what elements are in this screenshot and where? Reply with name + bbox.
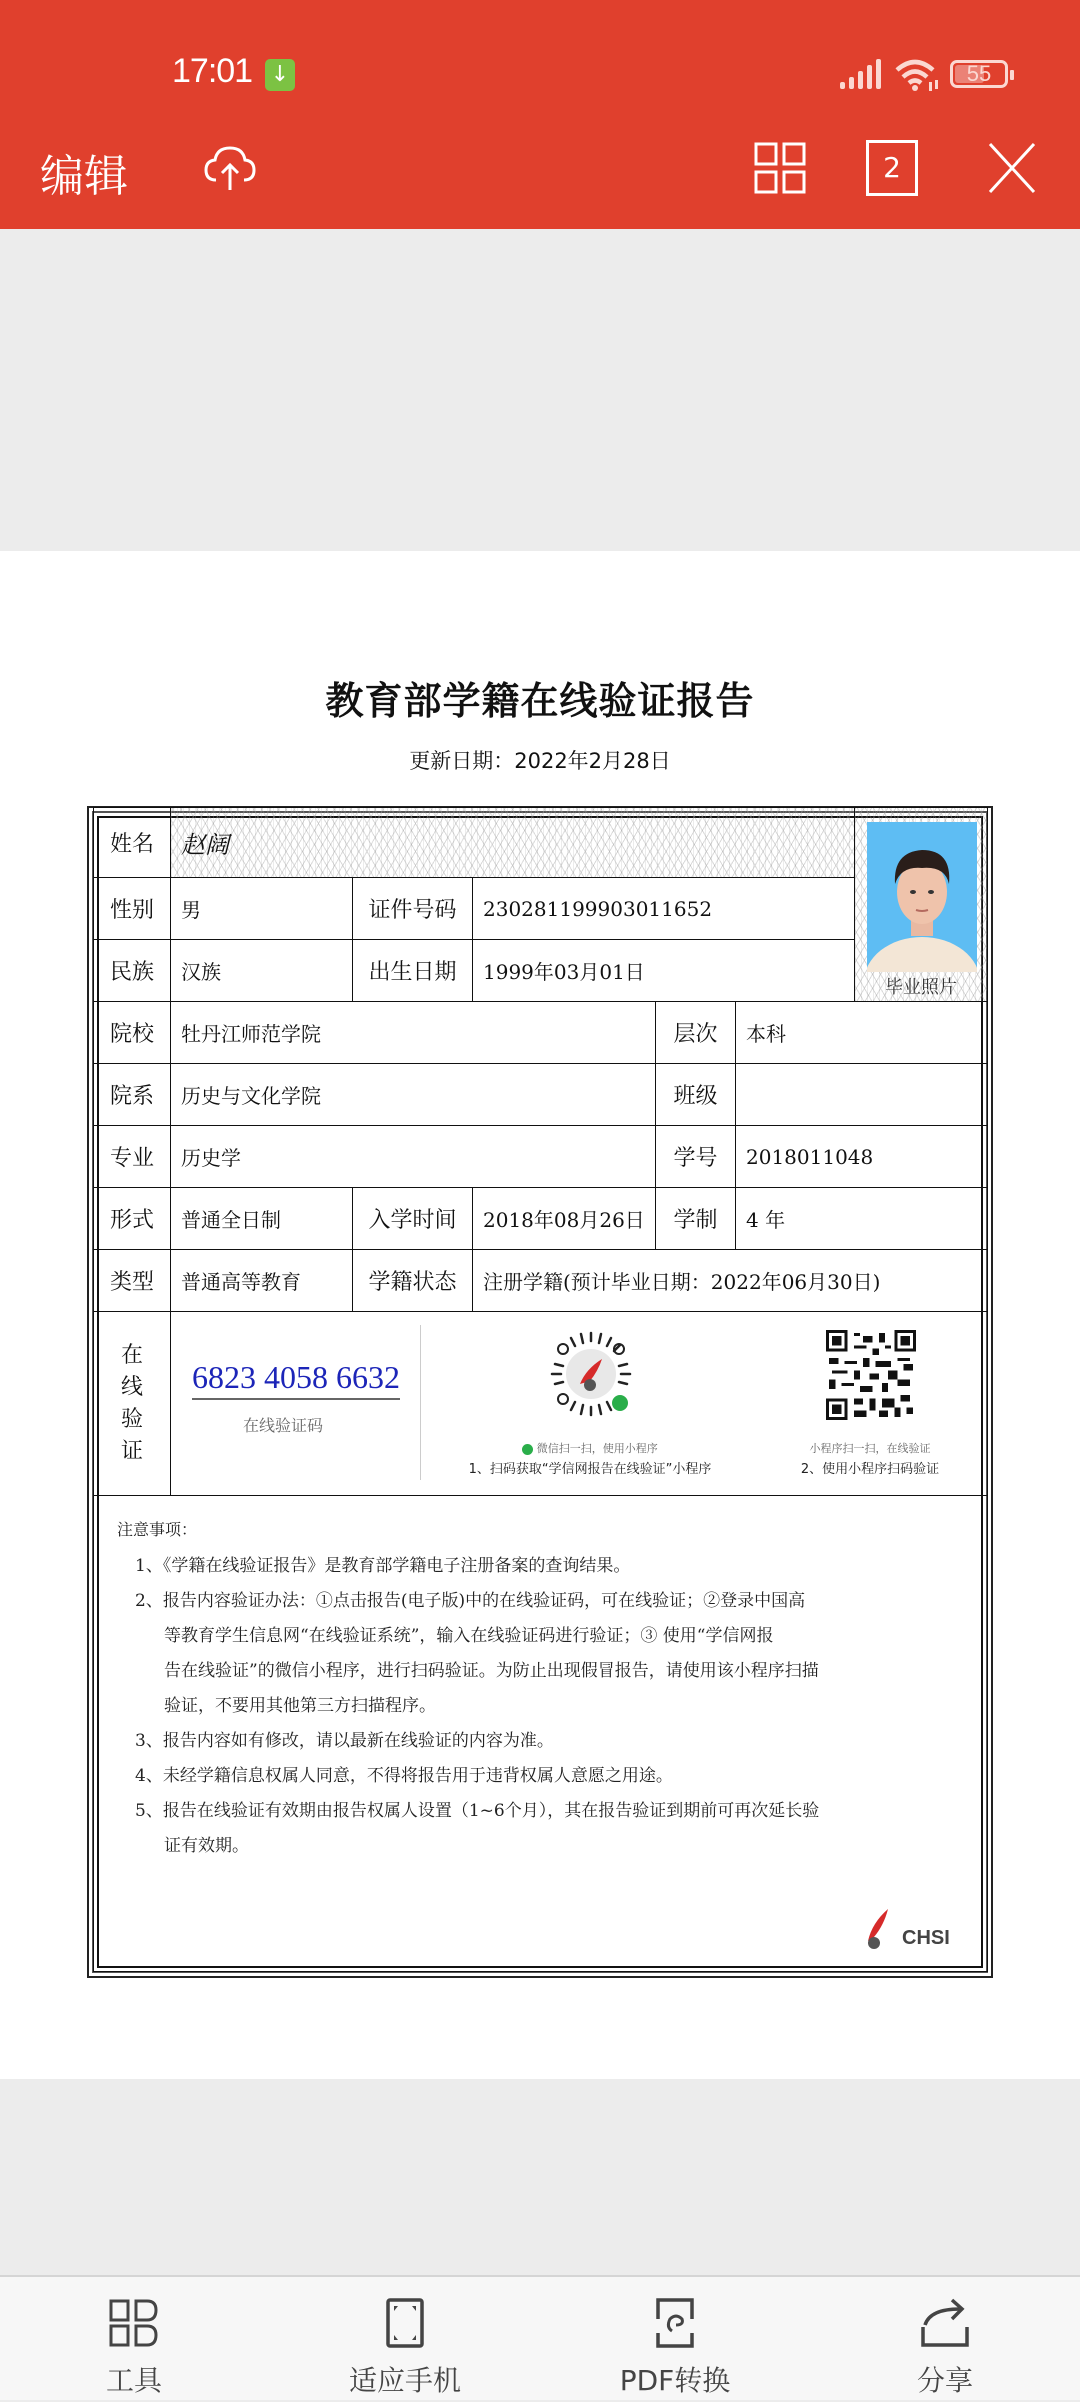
note-line: 等教育学生信息网“在线验证系统”，输入在线验证码进行验证；③ 使用“学信网报 bbox=[164, 1626, 774, 1646]
mini-program-code[interactable] bbox=[546, 1329, 636, 1419]
student-number-value: 2018011048 bbox=[735, 1125, 988, 1188]
download-badge-icon: ↓ bbox=[265, 59, 295, 91]
school-value: 牡丹江师范学院 bbox=[170, 1001, 656, 1064]
share-button[interactable] bbox=[845, 2277, 1045, 2402]
status-time: 17:01 bbox=[172, 52, 253, 90]
ethnicity-label: 民族 bbox=[93, 939, 171, 1002]
class-label: 班级 bbox=[655, 1063, 736, 1126]
notes-heading: 注意事项： bbox=[117, 1520, 198, 1539]
fit-screen-icon bbox=[380, 2297, 430, 2349]
major-value: 历史学 bbox=[170, 1125, 656, 1188]
duration-label: 学制 bbox=[655, 1187, 736, 1250]
page-number-button[interactable] bbox=[866, 140, 918, 196]
birth-date-label: 出生日期 bbox=[352, 939, 473, 1002]
gender-label: 性别 bbox=[93, 877, 171, 940]
note-line: 告在线验证”的微信小程序，进行扫码验证。为防止出现假冒报告，请使用该小程序扫描 bbox=[164, 1661, 819, 1681]
battery-icon bbox=[950, 60, 1008, 88]
verification-label-char: 证 bbox=[120, 1438, 143, 1464]
duration-value: 4 年 bbox=[735, 1187, 988, 1250]
close-icon[interactable] bbox=[982, 138, 1042, 198]
ethnicity-value: 汉族 bbox=[170, 939, 353, 1002]
verification-label-char: 线 bbox=[120, 1374, 143, 1400]
name-value: 赵阔 bbox=[170, 807, 855, 878]
note-line: 证有效期。 bbox=[164, 1836, 249, 1856]
notes-section bbox=[117, 1517, 977, 1856]
verification-divider bbox=[420, 1325, 421, 1480]
department-label: 院系 bbox=[93, 1063, 171, 1126]
share-label: 分享 bbox=[916, 2364, 973, 2397]
top-toolbar bbox=[0, 110, 1080, 229]
note-line: 4、未经学籍信息权属人同意，不得将报告用于违背权属人意愿之用途。 bbox=[135, 1766, 673, 1786]
signal-icon bbox=[838, 58, 882, 90]
id-number-label: 证件号码 bbox=[352, 877, 473, 940]
page-count: 2 bbox=[883, 151, 901, 184]
pdf-convert-icon bbox=[650, 2297, 700, 2349]
pdf-convert-label: PDF转换 bbox=[619, 2364, 731, 2397]
study-form-value: 普通全日制 bbox=[170, 1187, 353, 1250]
tools-label: 工具 bbox=[105, 2364, 162, 2397]
education-type-value: 普通高等教育 bbox=[170, 1249, 353, 1312]
note-line: 5、报告在线验证有效期由报告权属人设置（1~6个月），其在报告验证到期前可再次延长验 bbox=[135, 1801, 820, 1821]
level-value: 本科 bbox=[735, 1001, 988, 1064]
verification-label-char: 在 bbox=[120, 1342, 143, 1368]
note-line: 1、《学籍在线验证报告》是教育部学籍电子注册备案的查询结果。 bbox=[135, 1556, 631, 1576]
verification-code-link[interactable]: 6823 4058 6632 bbox=[192, 1359, 400, 1400]
chsi-logo-text: CHSI bbox=[902, 1927, 950, 1949]
study-form-label: 形式 bbox=[93, 1187, 171, 1250]
step2-caption: 2、使用小程序扫码验证 bbox=[800, 1462, 940, 1477]
note-line: 2、报告内容验证办法：①点击报告(电子版)中的在线验证码，可在线验证；②登录中国高 bbox=[135, 1591, 806, 1611]
share-icon bbox=[920, 2297, 970, 2349]
document-page bbox=[0, 551, 1080, 2079]
edit-button[interactable]: 编辑 bbox=[40, 151, 128, 202]
tools-button[interactable] bbox=[34, 2277, 234, 2402]
viewer-background-bottom bbox=[0, 2079, 1080, 2275]
gender-value: 男 bbox=[170, 877, 353, 940]
birth-date-value: 1999年03月01日 bbox=[472, 939, 855, 1002]
mini-program-icon bbox=[522, 1444, 533, 1455]
pdf-convert-button[interactable] bbox=[575, 2277, 775, 2402]
id-number-value: 230281199903011652 bbox=[472, 877, 855, 940]
department-value: 历史与文化学院 bbox=[170, 1063, 656, 1126]
qr-code[interactable] bbox=[826, 1330, 916, 1420]
wechat-scan-hint: 微信扫一扫，使用小程序 bbox=[480, 1440, 700, 1456]
tools-icon bbox=[109, 2297, 159, 2349]
graduation-photo-box bbox=[854, 807, 988, 1002]
note-line: 3、报告内容如有修改，请以最新在线验证的内容为准。 bbox=[135, 1731, 554, 1751]
fit-screen-button[interactable] bbox=[305, 2277, 505, 2402]
level-label: 层次 bbox=[655, 1001, 736, 1064]
school-label: 院校 bbox=[93, 1001, 171, 1064]
enrollment-date-label: 入学时间 bbox=[352, 1187, 473, 1250]
student-number-label: 学号 bbox=[655, 1125, 736, 1188]
scan-hint: 小程序扫一扫，在线验证 bbox=[809, 1442, 931, 1455]
wifi-icon bbox=[893, 58, 941, 92]
note-line: 验证，不要用其他第三方扫描程序。 bbox=[164, 1696, 436, 1716]
fit-screen-label: 适应手机 bbox=[348, 2364, 461, 2397]
grid-view-icon[interactable] bbox=[750, 138, 810, 198]
online-verification-label bbox=[93, 1311, 171, 1496]
photo-label: 毕业照片 bbox=[885, 977, 957, 998]
enrollment-status-label: 学籍状态 bbox=[352, 1249, 473, 1312]
enrollment-date-value: 2018年08月26日 bbox=[472, 1187, 656, 1250]
cloud-upload-icon[interactable] bbox=[200, 138, 260, 198]
major-label: 专业 bbox=[93, 1125, 171, 1188]
enrollment-status-value: 注册学籍(预计毕业日期：2022年06月30日) bbox=[472, 1249, 988, 1312]
chsi-logo bbox=[864, 1905, 954, 1955]
battery-level: 55 bbox=[966, 61, 992, 86]
chsi-bird-icon bbox=[864, 1905, 894, 1953]
bottom-toolbar bbox=[0, 2275, 1080, 2400]
student-photo bbox=[867, 822, 977, 972]
verification-code-caption: 在线验证码 bbox=[243, 1416, 324, 1435]
status-bar bbox=[0, 0, 1080, 110]
update-date: 更新日期：2022年2月28日 bbox=[409, 749, 671, 773]
education-type-label: 类型 bbox=[93, 1249, 171, 1312]
viewer-background-top bbox=[0, 229, 1080, 551]
document-title: 教育部学籍在线验证报告 bbox=[325, 679, 755, 723]
class-value bbox=[735, 1063, 988, 1126]
name-label: 姓名 bbox=[93, 807, 171, 878]
step1-caption: 1、扫码获取“学信网报告在线验证”小程序 bbox=[468, 1462, 712, 1477]
verification-label-char: 验 bbox=[120, 1406, 143, 1432]
